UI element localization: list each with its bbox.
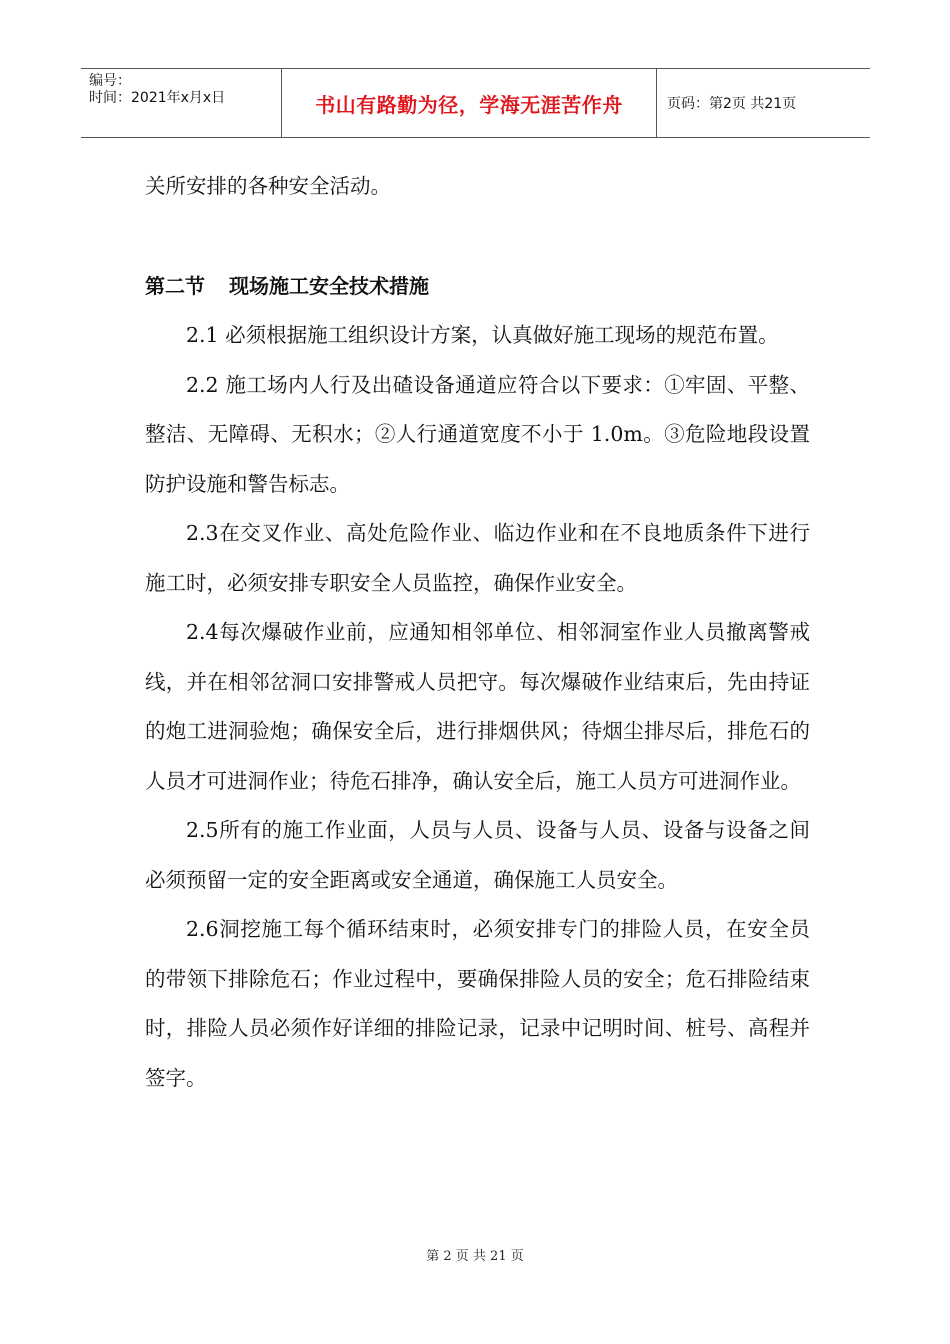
paragraph-2-6: 2.6洞挖施工每个循环结束时，必须安排专门的排险人员，在安全员的带领下排除危石；作业过程中，要确保排险人员的安全；危石排险结束时，排险人员必须作好详细的排险记录，记录中记明时间、桩号、高程并签字。 xyxy=(145,917,810,1090)
section-spacer xyxy=(145,212,810,262)
paragraph-2-4: 2.4每次爆破作业前，应通知相邻单位、相邻洞室作业人员撤离警戒线，并在相邻岔洞口安排警戒人员把守。每次爆破作业结束后，先由持证的炮工进洞验炮；确保安全后，进行排烟供风；待烟尘排尽后，排危石的人员才可进洞作业；待危石排净，确认安全后，施工人员方可进洞作业。 xyxy=(145,620,810,793)
section-title: 现场施工安全技术措施 xyxy=(229,273,429,298)
section-heading xyxy=(145,262,810,312)
paragraph-2-1: 2.1 必须根据施工组织设计方案，认真做好施工现场的规范布置。 xyxy=(186,323,779,347)
page-footer: 第 2 页 共 21 页 xyxy=(426,1249,524,1264)
paragraph-2-2: 2.2 施工场内人行及出碴设备通道应符合以下要求：①牢固、平整、整洁、无障碍、无积水；②人行通道宽度不小于 1.0m。③危险地段设置防护设施和警告标志。 xyxy=(145,372,810,496)
page-header xyxy=(81,68,870,138)
document-number-label: 编号： xyxy=(89,73,131,89)
continuation-text: 关所安排的各种安全活动。 xyxy=(145,174,391,198)
header-meta xyxy=(81,69,282,137)
paragraph-2-5: 2.5所有的施工作业面，人员与人员、设备与人员、设备与设备之间必须预留一定的安全距离或安全通道，确保施工人员安全。 xyxy=(145,818,810,892)
header-page-info: 页码：第2页 共21页 xyxy=(667,96,797,112)
document-date: 时间：2021年x月x日 xyxy=(89,90,226,106)
paragraph-2-3: 2.3在交叉作业、高处危险作业、临边作业和在不良地质条件下进行施工时，必须安排专职安全人员监控，确保作业安全。 xyxy=(145,521,810,595)
document-body xyxy=(145,162,810,1103)
header-motto: 书山有路勤为径，学海无涯苦作舟 xyxy=(282,69,657,137)
section-number: 第二节 xyxy=(145,273,205,298)
